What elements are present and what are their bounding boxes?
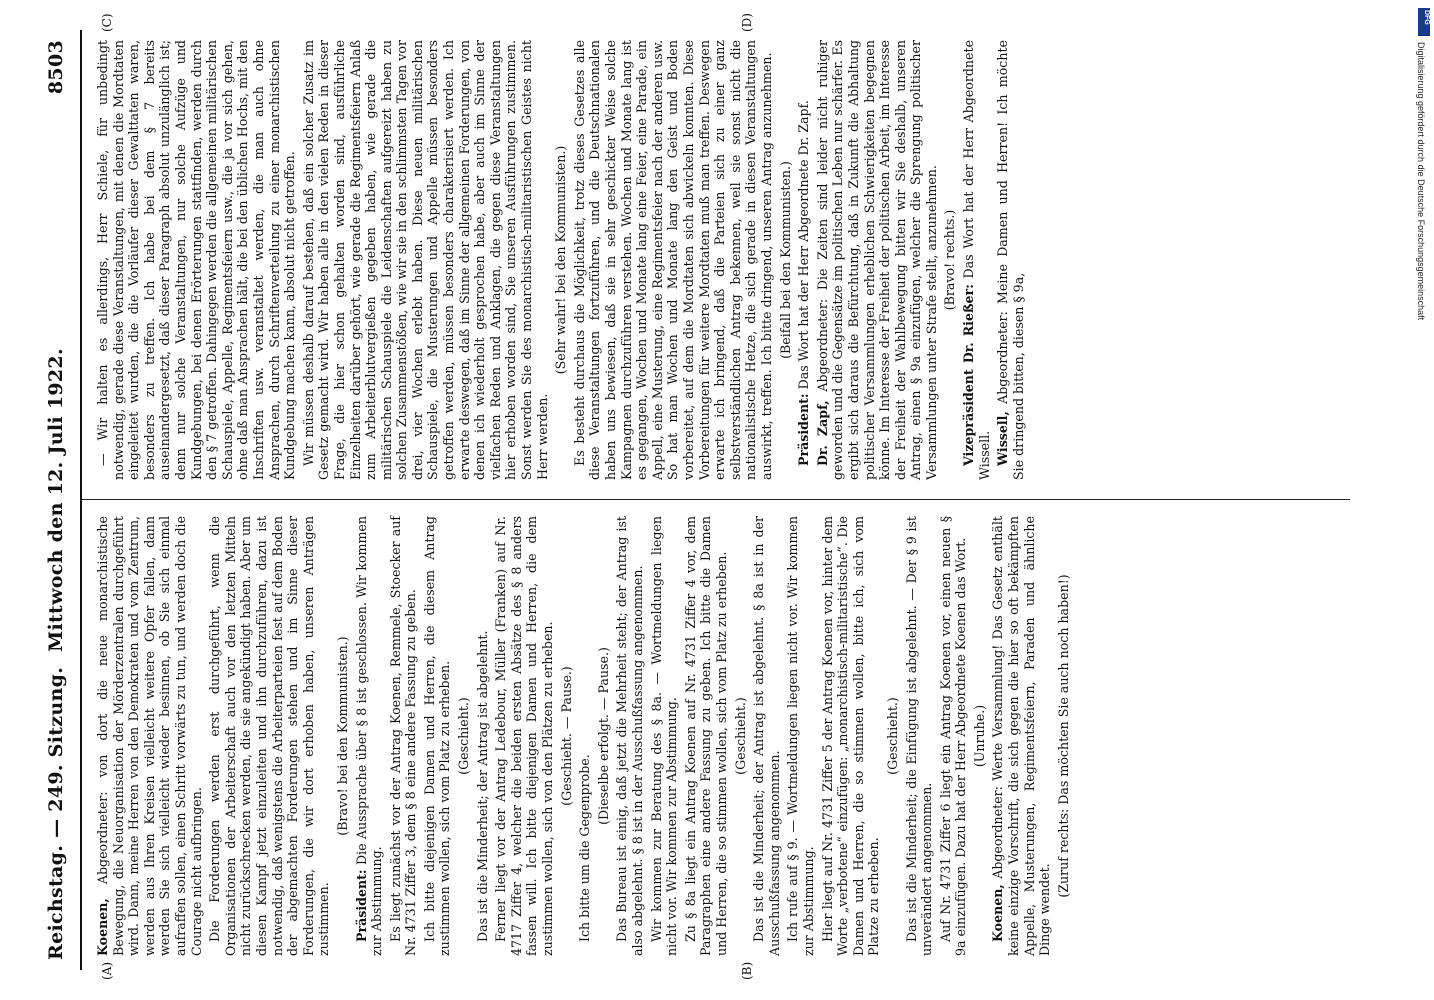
- paragraph: Die Forderungen werden erst durchgeführt, wenn die Organisationen der Arbeiterschaft auch vor den letzten Mitteln nicht zurückschrecken werden, die sie angekündigt haben. Aber um diesen Kampf jetzt einzuleiten und ihn durchzuführen, dazu ist notwendig, daß wenigstens die Arbeiterparteien fest auf dem Boden der abgemachten Forderungen stehen und im Sinne dieser Forderungen, die wir dort erhoben haben, unseren Anträgen zustimmen.: [207, 516, 332, 956]
- paragraph: [95, 516, 204, 956]
- speaker-name: Präsident:: [353, 869, 369, 942]
- paragraph: Auf Nr. 4731 Ziffer 6 liegt ein Antrag Koenen vor, einen neuen § 9a einzufügen. Dazu hat der Herr Abgeordnete Koenen das Wort.: [937, 516, 969, 956]
- page-number: 8503: [45, 40, 67, 95]
- paragraph: Ich bitte um die Gegenprobe.: [577, 754, 593, 942]
- speaker-name: Koenen,: [95, 898, 110, 956]
- paragraph: Es besteht durchaus die Möglichkeit, trotz dieses Gesetzes alle diese Veranstaltungen fortzuführen, und die Deutschnationalen haben uns bewiesen, daß sie in sehr geschickter Weise solche Kampagnen durchzuführen verstehen. Wochen und Monate lang ist es gegangen, Wochen und Monate lang eine Feier, eine Parade, ein Appell, eine Musterung, eine Regimentsfeier nach der anderen usw. So hat man Wochen und Monate lang den Geist und Boden vorbereitet, auf dem die Mordtaten sich abwickeln konnten. Diese Vorbereitungen für weitere Mordtaten muß man treffen. Deswegen erwarte ich bringend, daß die Parteien sich zu einer ganz selbstverständlichen Antrag bekennen, weil sie sonst nicht die nationalistische Hetze, die sich gerade in diesen Veranstaltungen auswirkt, treffen. Ich bitte dringend, unseren Antrag anzunehmen.: [571, 40, 774, 480]
- dfg-logo: [1418, 8, 1430, 36]
- paragraph-text: Abgeordneter: Werte Versammlung! Das Gesetz enthält keine einzige Vorschrift, die sich gegen die hier so oft bekämpften Appelle, Musterungen, Regimentsfeiern, Paraden und ähnliche Dinge wendet.: [990, 516, 1053, 956]
- paragraph: [354, 516, 385, 956]
- speaker-name: Wissell,: [995, 411, 1011, 466]
- reaction: (Sehr wahr! bei den Kommunisten.): [553, 145, 569, 375]
- paragraph: Das ist die Minderheit; der Antrag ist abgelehnt.: [474, 630, 490, 942]
- margin-letter-a: (A): [100, 961, 114, 980]
- paragraph-text: Das Wort hat der Herr Abgeordnete Dr. Zapf.: [796, 100, 812, 390]
- margin-letter-d: (D): [740, 13, 754, 32]
- reaction: (Geschieht.): [456, 697, 472, 775]
- page-header: [45, 40, 75, 960]
- paragraph-text: von dort die neue monarchistische Bewegung, die Neuorganisation der Mörderzentralen durchgeführt wird. Dann, meine Herren von den Demokraten und vom Zentrum, werden aus Ihren Kreisen vielleicht weitere Opfer fallen, dann werden Sie sich vielleicht wieder besinnen, ob Sie sich einmal aufraffen sollen, einen Schritt vorwärts zu tun, und werden doch die Courage nicht aufbringen.: [95, 516, 204, 956]
- speaker-name: Dr. Zapf,: [814, 400, 830, 466]
- paragraph: Zu § 8a liegt ein Antrag Koenen auf Nr. 4731 Ziffer 4 vor, dem Paragraphen eine andere Fassung zu geben. Ich bitte die Damen und Herren, die so stimmen wollen, sich vom Platz zu erheben.: [682, 516, 729, 956]
- paragraph: Das ist die Minderheit; die Einfügung ist abgelehnt. — Der § 9 ist unverändert angenommen.: [903, 516, 935, 956]
- paragraph: Ferner liegt vor der Antrag Ledebour, Müller (Franken) auf Nr. 4717 Ziffer 4, welcher die beiden ersten Absätze des § 8 anders fassen will. Ich bitte diejenigen Damen und Herren, die dem zustimmen wollen, sich von den Plätzen zu erheben.: [493, 516, 556, 956]
- speaker-role: Abgeordneter:: [95, 791, 110, 885]
- paragraph-text: Abgeordneter: Die Zeiten sind leider nicht ruhiger geworden und die Gegensätze im politischen Leben nur schärfer. Es ergibt sich daraus die Befürchtung, daß in Zukunft die Abhaltung politischer Versammlungen erheblichen Schwierigkeiten begegnen könne. Im Interesse der Freiheit der politischen Arbeit, im Interesse der Freiheit der Wahlbewegung bitten wir Sie deshalb, unseren Antrag, einen § 9a einzufügen, welcher die Sprengung politischer Versammlungen unter Strafe stellt, anzunehmen.: [814, 40, 939, 480]
- reaction: (Unruhe.): [971, 704, 987, 768]
- paragraph: [990, 516, 1052, 956]
- paragraph-text: Die Aussprache über § 8 ist geschlossen. Wir kommen zur Abstimmung.: [353, 516, 385, 956]
- paragraph-text: Das Wort hat der Herr Abgeordnete Wissell.: [961, 40, 992, 480]
- paragraph-text: Abgeordneter: Meine Damen und Herren! Ich möchte Sie dringend bitten, diesen § 9a,: [995, 40, 1026, 480]
- right-column: [95, 40, 1029, 480]
- reaction: (Beifall bei den Kommunisten.): [777, 161, 793, 359]
- reaction: (Geschieht. — Pause.): [558, 666, 574, 806]
- margin-letter-c: (C): [100, 13, 114, 32]
- speaker-name: Vizepräsident Dr. Rießer:: [961, 284, 977, 466]
- digitization-credit: [1412, 42, 1432, 722]
- reaction: (Bravo! rechts.): [942, 209, 958, 311]
- paragraph: Ich bitte diejenigen Damen und Herren, die diesem Antrag zustimmen wollen, sich vom Platz zu erheben.: [421, 516, 453, 956]
- paragraph: Es liegt zunächst vor der Antrag Koenen, Remmele, Stoecker auf Nr. 4731 Ziffer 3, dem § 8 eine andere Fassung zu geben.: [387, 516, 419, 956]
- speaker-name: Präsident:: [796, 393, 812, 466]
- paragraph: Ich rufe auf § 9. — Wortmeldungen liegen nicht vor. Wir kommen zur Abstimmung.: [785, 516, 816, 956]
- header-rule: [80, 30, 82, 970]
- paragraph: [961, 40, 992, 480]
- paragraph: Das Bureau ist einig, daß jetzt die Mehrheit steht; der Antrag ist also abgelehnt. § 8 ist in der Ausschußfassung angenommen.: [614, 516, 645, 956]
- paragraph: Hier liegt auf Nr. 4731 Ziffer 5 der Antrag Koenen vor, hinter dem Worte „verbotene“ einzufügen: „monarchistisch-militaristische“. Die Damen und Herren, die so stimmen wollen, bitte ich, sich vom Platze zu erheben.: [819, 516, 882, 956]
- header-left: Reichstag. — 249. Sitzung.: [45, 666, 67, 960]
- paragraph: [995, 40, 1026, 480]
- paragraph: — Wir halten es allerdings, Herr Schiele, für unbedingt notwendig, gerade diese Veranstaltungen, mit denen die Mordtaten eingeleitet wurden, die die Vorläufer dieser Gewalttaten waren, besonders zu treffen. Ich habe bei dem § 7 bereits auseinandergesetzt, daß dieser Paragraph absolut unzulänglich ist; denn nur solche Veranstaltungen, nur solche Aufzüge und Kundgebungen, bei denen Erörterungen stattfinden, werden durch den § 7 getroffen. Dahingegen werden die allgemeinen militärischen Schauspiele, Appelle, Regimentsfeiern usw., die ja vor sich gehen, ohne daß man Ansprachen hält, die bei den üblichen Hochs, mit den Inschriften usw. veranstaltet werden, die man auch ohne Ansprachen, durch Schriftenverteilung zu einer monarchistischen Kundgebung machen kann, absolut nicht getroffen.: [95, 40, 298, 480]
- dfg-logo-text: DFG: [1423, 10, 1430, 25]
- column-rule: [80, 499, 1350, 500]
- reaction: (Geschieht.): [732, 697, 748, 775]
- speaker-name: Koenen,: [990, 884, 1006, 942]
- left-column: [95, 516, 1074, 956]
- reaction: (Bravo! bei den Kommunisten.): [334, 636, 350, 836]
- reaction: (Geschieht.): [884, 697, 900, 775]
- header-date: Mittwoch den 12. Juli 1922.: [45, 348, 67, 652]
- paragraph: Wir müssen deshalb darauf bestehen, daß ein solcher Zusatz im Gesetz gemacht wird. Wir haben alle in den vielen Reden in dieser Frage, die hier schon gehalten worden sind, ausführliche Einzelheiten darüber gehört, wie gerade die Regimentsfeiern Anlaß zum Arbeiterblutvergießen gegeben haben, wie gerade die militärischen Schauspiele die Leidenschaften aufgereizt haben zu solchen Zusammenstößen, wie wir sie in den schlimmsten Tagen vor drei, vier Wochen erlebt haben. Diese neuen militärischen Schauspiele, die Musterungen und Appelle müssen besonders getroffen werden, müssen besonders charakterisiert werden. Ich erwarte deswegen, daß im Sinne der allgemeinen Forderungen, von denen ich wiederholt gesprochen habe, aber auch im Sinne der vielfachen Reden und Anklagen, die gegen diese Veranstaltungen hier erhoben worden sind, Sie unseren Ausführungen zustimmen. Sonst werden Sie des monarchistisch-militaristischen Geistes nicht Herr werden.: [300, 40, 550, 480]
- reaction: (Dieselbe erfolgt. — Pause.): [595, 647, 611, 825]
- reaction: (Zuruf rechts: Das möchten Sie auch noch haben!): [1055, 574, 1071, 898]
- paragraph: [796, 40, 812, 480]
- paragraph: Das ist die Minderheit; der Antrag ist abgelehnt. § 8a ist in der Ausschußfassung angenommen.: [751, 516, 782, 956]
- margin-letter-b: (B): [740, 961, 754, 980]
- paragraph: [815, 40, 940, 480]
- credit-text: Digitalisierung gefördert durch die Deutsche Forschungsgemeinschaft: [1416, 42, 1426, 321]
- paragraph: Wir kommen zur Beratung des § 8a. — Wortmeldungen liegen nicht vor. Wir kommen zur Abstimmung.: [648, 516, 680, 956]
